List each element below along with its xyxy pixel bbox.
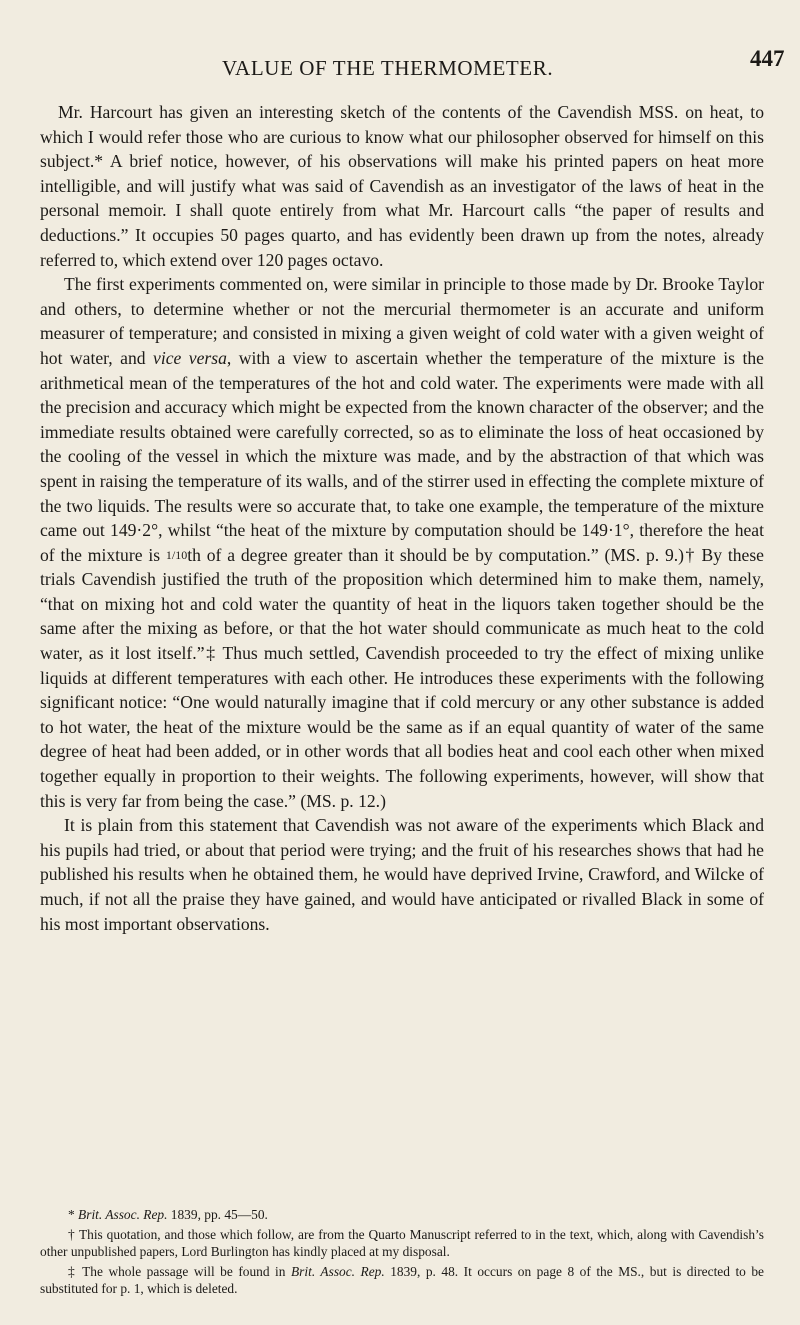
footnote-1 — [40, 1206, 764, 1224]
footnote-3 — [40, 1263, 764, 1298]
paragraph-1: Mr. Harcourt has given an interesting sketch of the contents of the Cavendish MSS. on heat, to which I would refer those who are curious to know what our philosopher observed for himself on this subject.* A brief notice, however, of his observations will make his printed papers on heat more intelligible, and will justify what was said of Cavendish as an investigator of the laws of heat in the personal memoir. I shall quote entirely from what Mr. Harcourt calls “the paper of results and deductions.” It occupies 50 pages quarto, and has evidently been drawn up from the notes, already referred to, which extend over 120 pages octavo. — [40, 102, 764, 270]
footnote-1-source: Brit. Assoc. Rep. — [78, 1207, 168, 1222]
running-header: VALUE OF THE THERMOMETER. — [222, 56, 554, 80]
footnote-2: † This quotation, and those which follow, are from the Quarto Manuscript referred to in the text, which, along with Cavendish’s other unpublished papers, Lord Burlington has kindly placed at my disposal. — [40, 1226, 764, 1259]
footnote-1-rest: 1839, pp. 45—50. — [167, 1207, 268, 1222]
page-number: 447 — [750, 46, 785, 71]
footnote-3-source: Brit. Assoc. Rep. — [290, 1263, 385, 1279]
footnote-1-mark: * — [68, 1207, 79, 1222]
paragraph-3: It is plain from this statement that Cavendish was not aware of the experiments which Black and his pupils had tried, or about that period were trying; and the fruit of his researches shows that had he published his results when he obtained them, he would have deprived Irvine, Crawford, and Wilcke of much, if not all the praise they have gained, and would have anticipated or rivalled Black in some of his most important observations. — [40, 815, 764, 934]
italic-vice-versa: vice versa — [153, 347, 227, 368]
body-text — [40, 100, 764, 936]
footnote-3-part-b: 1839, p. 48. It occurs on page 8 of the MS., but is directed to be substituted for p. 1, which is deleted. — [40, 1263, 765, 1296]
paragraph-2-part-a: The first experiments commented on, were similar in principle to those made by Dr. Brooke Taylor and others, to determine whether or not the mercurial thermometer is an accurate and uniform measurer of temperature; and consisted in mixing a given weight of cold water with a given weight of hot water, and — [40, 274, 764, 368]
paragraph-2-part-b: , with a view to ascertain whether the temperature of the mixture is the arithmetical mean of the temperatures of the hot and cold water. The experiments were made with all the precision and accuracy which might be expected from the known character of the observer; and the immediate results obtained were carefully corrected, so as to eliminate the loss of heat occasioned by the cooling of the vessel in which the mixture was made, and by the abstraction of that which was spent in raising the temperature of its walls, and of the stirrer used in effecting the complete mixture of the two liquids. The results were so accurate that, to take one example, the temperature of the mixture came out 149·2°, whilst “the heat of the mixture by computation should be 149·1°, therefore the heat of the mixture is — [40, 347, 764, 565]
fraction-one-tenth: 1/10 — [165, 547, 188, 562]
paragraph-2 — [40, 272, 764, 813]
paragraph-2-part-c: th of a degree greater than it should be by computation.” (MS. p. 9.)† By these trials Cavendish justified the truth of the proposition which determined him to make them, namely, “that on mixing hot and cold water the quantity of heat in the liquors taken together should be the same after the mixing as before, or that the hot water should communicate as much heat to the cold water, as it lost itself.”‡ Thus much settled, Cavendish proceeded to try the effect of mixing unlike liquids at different temperatures with each other. He introduces these experiments with the following significant notice: “One would naturally imagine that if cold mercury or any other substance is added to hot water, the heat of the mixture would be the same as if an equal quantity of water of the same degree of heat had been added, or in other words that all bodies heat and cool each other when mixed together equally in proportion to their weights. The following experiments, however, will show that this is very far from being the case.” (MS. p. 12.) — [40, 544, 764, 811]
footnotes — [40, 1206, 764, 1300]
footnote-3-part-a: ‡ The whole passage will be found in — [68, 1263, 291, 1279]
